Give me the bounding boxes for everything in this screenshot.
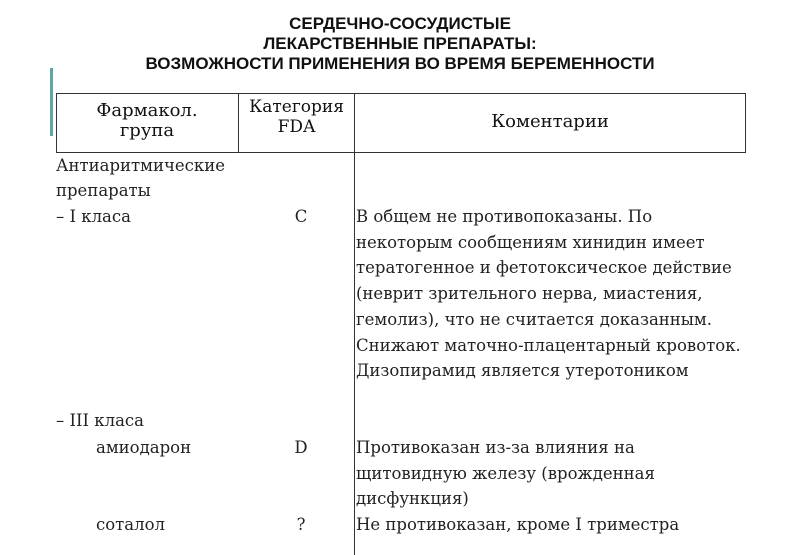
header-group: Фармакол. група [96, 100, 198, 141]
column-divider-2 [354, 93, 355, 555]
class1-comment: В общем не противопоказаны. По некоторым сообщениям хинидин имеет тератогенное и фетотоксическое действие (неврит зрительного нерва, миастения, гемолиз), что не считается доказанным. Снижают маточно-плацентарный кровоток. Дизопирамид является утеротоником [356, 207, 741, 381]
accent-bar [50, 68, 53, 136]
title-line-3: ВОЗМОЖНОСТИ ПРИМЕНЕНИЯ ВО ВРЕМЯ БЕРЕМЕННОСТИ [145, 54, 655, 73]
title-line-2: ЛЕКАРСТВЕННЫЕ ПРЕПАРАТЫ: [263, 34, 537, 53]
class3-name: – III класа [56, 411, 145, 430]
class1-category: С [294, 207, 308, 226]
amiodarone-category: D [294, 438, 308, 457]
sotalol-name: соталол [96, 515, 166, 534]
header-category: Категория FDA [249, 97, 344, 137]
page-title [0, 14, 800, 74]
amiodarone-name: амиодарон [96, 438, 192, 457]
group-antiarrhythmic-line2: препараты [56, 181, 151, 200]
drug-table [56, 93, 746, 555]
table-right-border [745, 93, 746, 153]
class1-name: – I класа [56, 207, 131, 226]
sotalol-comment: Не противоказан, кроме I триместра [356, 515, 680, 534]
title-line-1: СЕРДЕЧНО-СОСУДИСТЫЕ [289, 14, 511, 33]
header-comment: Коментарии [491, 111, 609, 132]
sotalol-category: ? [296, 515, 306, 534]
amiodarone-comment: Противоказан из-за влияния на щитовидную железу (врожденная дисфункция) [356, 438, 655, 509]
group-antiarrhythmic-line1: Антиаритмические [56, 156, 225, 175]
table-top-border [56, 93, 746, 94]
